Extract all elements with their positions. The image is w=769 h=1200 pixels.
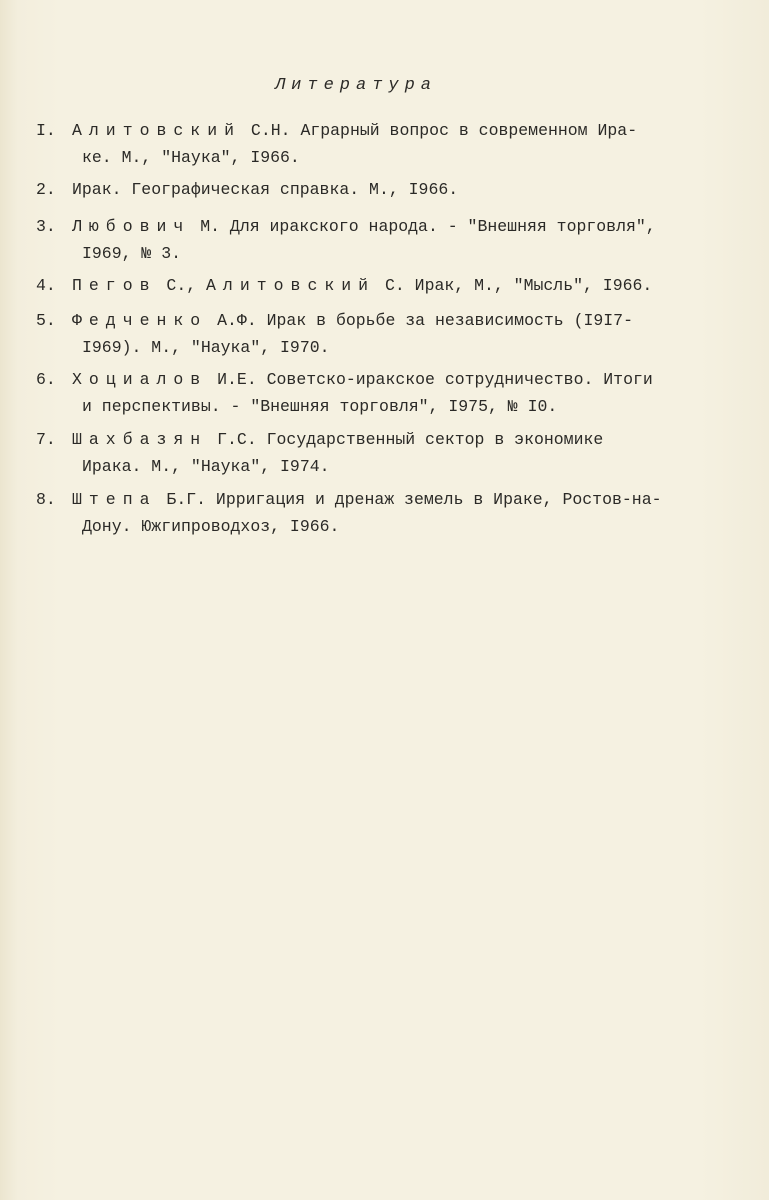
reference-author: Хоциалов	[72, 370, 208, 389]
reference-1	[36, 117, 726, 171]
reference-continuation: Ирака. М., "Наука", I974.	[82, 457, 330, 476]
reference-7	[36, 426, 726, 480]
reference-continuation: ке. М., "Наука", I966.	[82, 148, 300, 167]
reference-3	[36, 213, 726, 267]
reference-number: 2.	[36, 180, 56, 199]
reference-number: 4.	[36, 276, 56, 295]
reference-text: С.,	[156, 276, 207, 295]
reference-2	[36, 176, 726, 203]
reference-text-2: С. Ирак, М., "Мысль", I966.	[375, 276, 653, 295]
reference-number: 7.	[36, 430, 56, 449]
reference-number: 3.	[36, 217, 56, 236]
reference-text: Ирак. Географическая справка. М., I966.	[72, 180, 459, 199]
reference-text: И.Е. Советско-иракское сотрудничество. Итоги	[207, 370, 653, 389]
reference-author: Алитовский	[72, 121, 242, 140]
reference-number: 6.	[36, 370, 56, 389]
reference-text: М. Для иракского народа. - "Внешняя торговля",	[190, 217, 656, 236]
reference-6	[36, 366, 726, 420]
reference-text: Б.Г. Ирригация и дренаж земель в Ираке, Ростов-на-	[156, 490, 662, 509]
reference-text: А.Ф. Ирак в борьбе за независимость (I9I7-	[207, 311, 633, 330]
reference-coauthor: Алитовский	[206, 276, 376, 295]
reference-number: I.	[36, 121, 56, 140]
reference-continuation: I969). М., "Наука", I970.	[82, 338, 330, 357]
reference-author: Любович	[72, 217, 191, 236]
reference-number: 8.	[36, 490, 56, 509]
reference-number: 5.	[36, 311, 56, 330]
reference-author: Федченко	[72, 311, 208, 330]
reference-text: Г.С. Государственный сектор в экономике	[207, 430, 604, 449]
reference-author: Шахбазян	[72, 430, 208, 449]
reference-author: Пегов	[72, 276, 157, 295]
reference-continuation: Дону. Южгипроводхоз, I966.	[82, 517, 340, 536]
reference-8	[36, 486, 726, 540]
reference-4	[36, 272, 726, 299]
reference-continuation: и перспективы. - "Внешняя торговля", I975, № I0.	[82, 397, 558, 416]
reference-continuation: I969, № 3.	[82, 244, 182, 263]
page-title: Литература	[274, 76, 438, 95]
reference-text: С.Н. Аграрный вопрос в современном Ира-	[241, 121, 638, 140]
reference-author: Штепа	[72, 490, 157, 509]
reference-5	[36, 307, 726, 361]
